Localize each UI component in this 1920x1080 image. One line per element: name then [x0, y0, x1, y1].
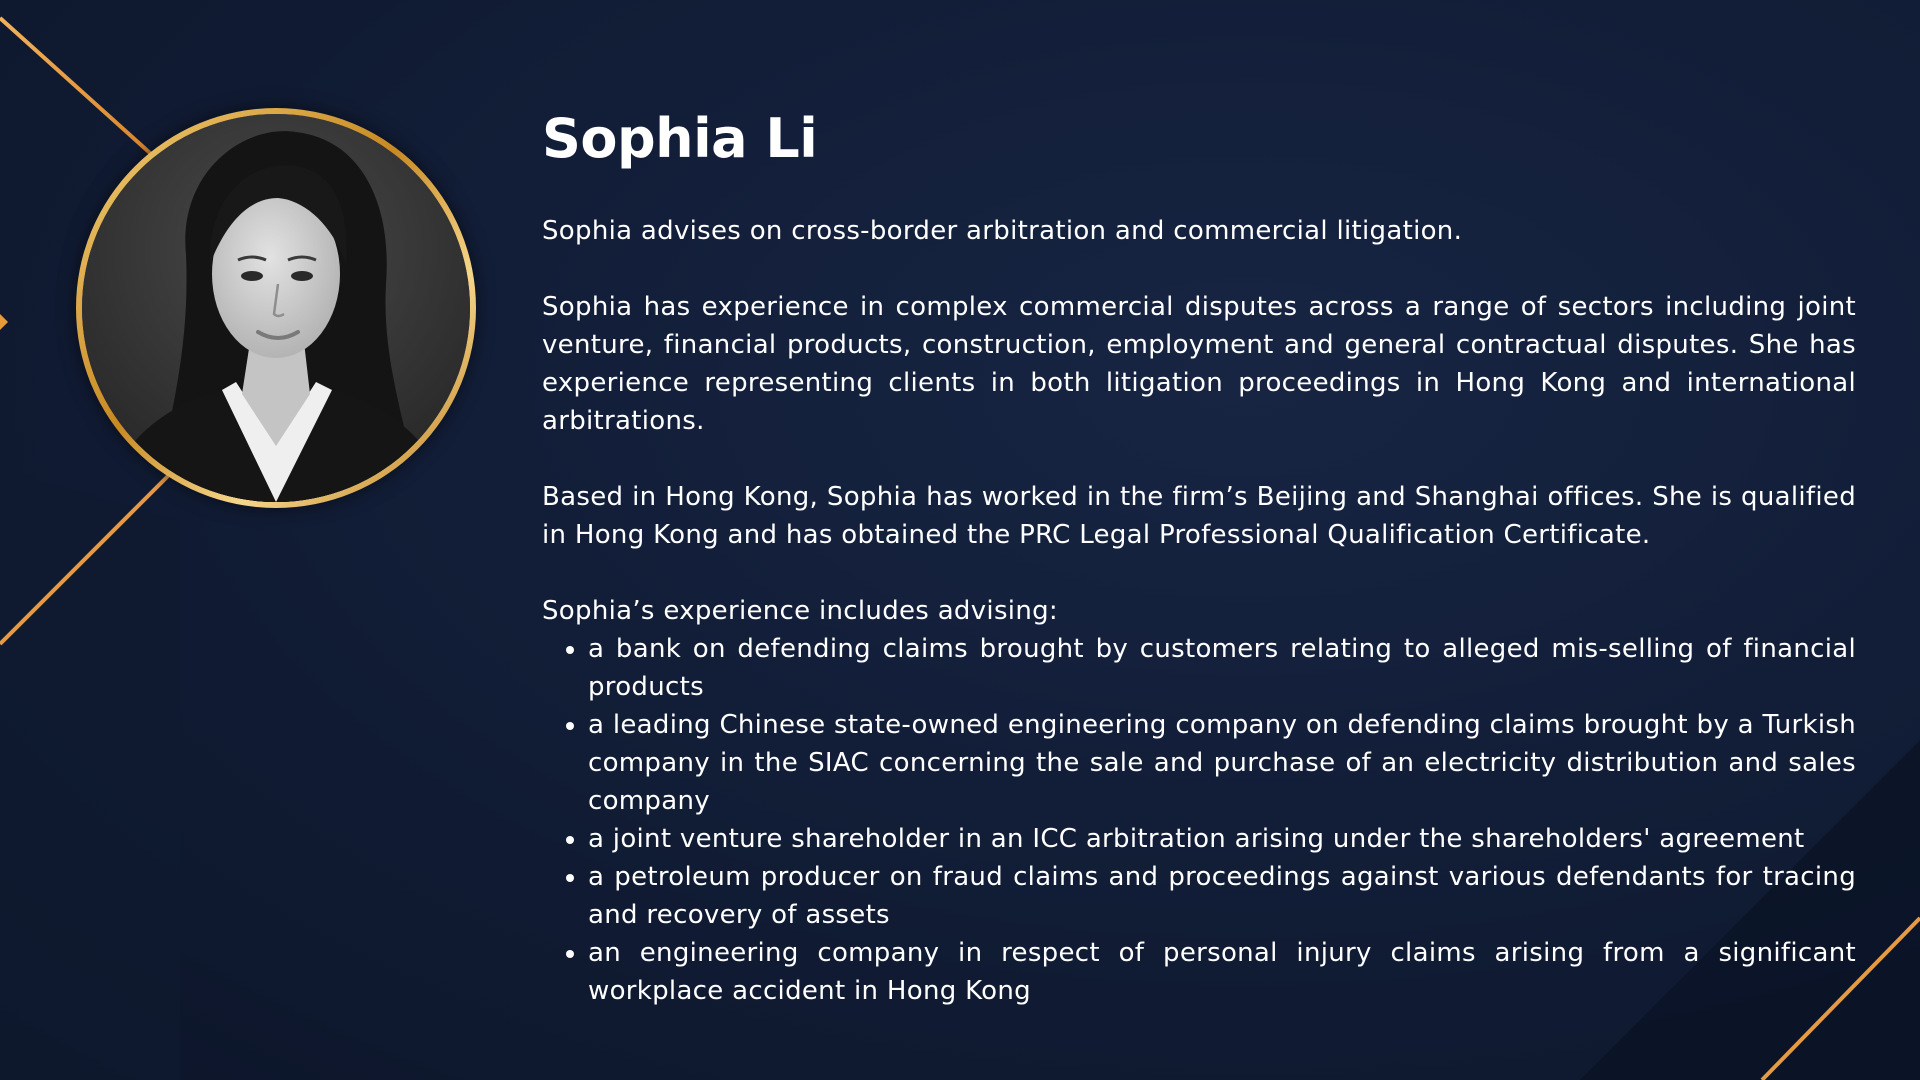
advising-list — [542, 630, 1856, 1010]
list-item: • a joint venture shareholder in an ICC arbitration arising under the shareholders' agreement — [588, 820, 1856, 858]
list-item: • a bank on defending claims brought by customers relating to alleged mis-selling of financial products — [588, 630, 1856, 706]
location-paragraph: Based in Hong Kong, Sophia has worked in the firm’s Beijing and Shanghai offices. She is qualified in Hong Kong and has obtained the PRC Legal Professional Qualification Certificate. — [542, 482, 1856, 550]
list-item: • an engineering company in respect of personal injury claims arising from a significant workplace accident in Hong Kong — [588, 934, 1856, 1010]
experience-paragraph: Sophia has experience in complex commercial disputes across a range of sectors including joint venture, financial products, construction, employment and general contractual disputes. She has experience representing clients in both litigation proceedings in Hong Kong and international arbitrations. — [542, 292, 1856, 436]
person-silhouette-icon — [82, 114, 470, 502]
page-title: Sophia Li — [542, 107, 818, 170]
accent-line-top-left — [0, 18, 160, 162]
advising-intro: Sophia’s experience includes advising: — [542, 596, 1058, 626]
profile-photo-frame — [76, 108, 476, 508]
accent-notch-left — [0, 314, 8, 330]
summary-paragraph: Sophia advises on cross-border arbitration and commercial litigation. — [542, 216, 1463, 246]
list-item: • a petroleum producer on fraud claims and proceedings against various defendants for tracing and recovery of assets — [588, 858, 1856, 934]
list-item: • a leading Chinese state-owned engineering company on defending claims brought by a Turkish company in the SIAC concerning the sale and purchase of an electricity distribution and sales company — [588, 706, 1856, 820]
profile-content — [542, 104, 1856, 1010]
profile-photo — [82, 114, 470, 502]
